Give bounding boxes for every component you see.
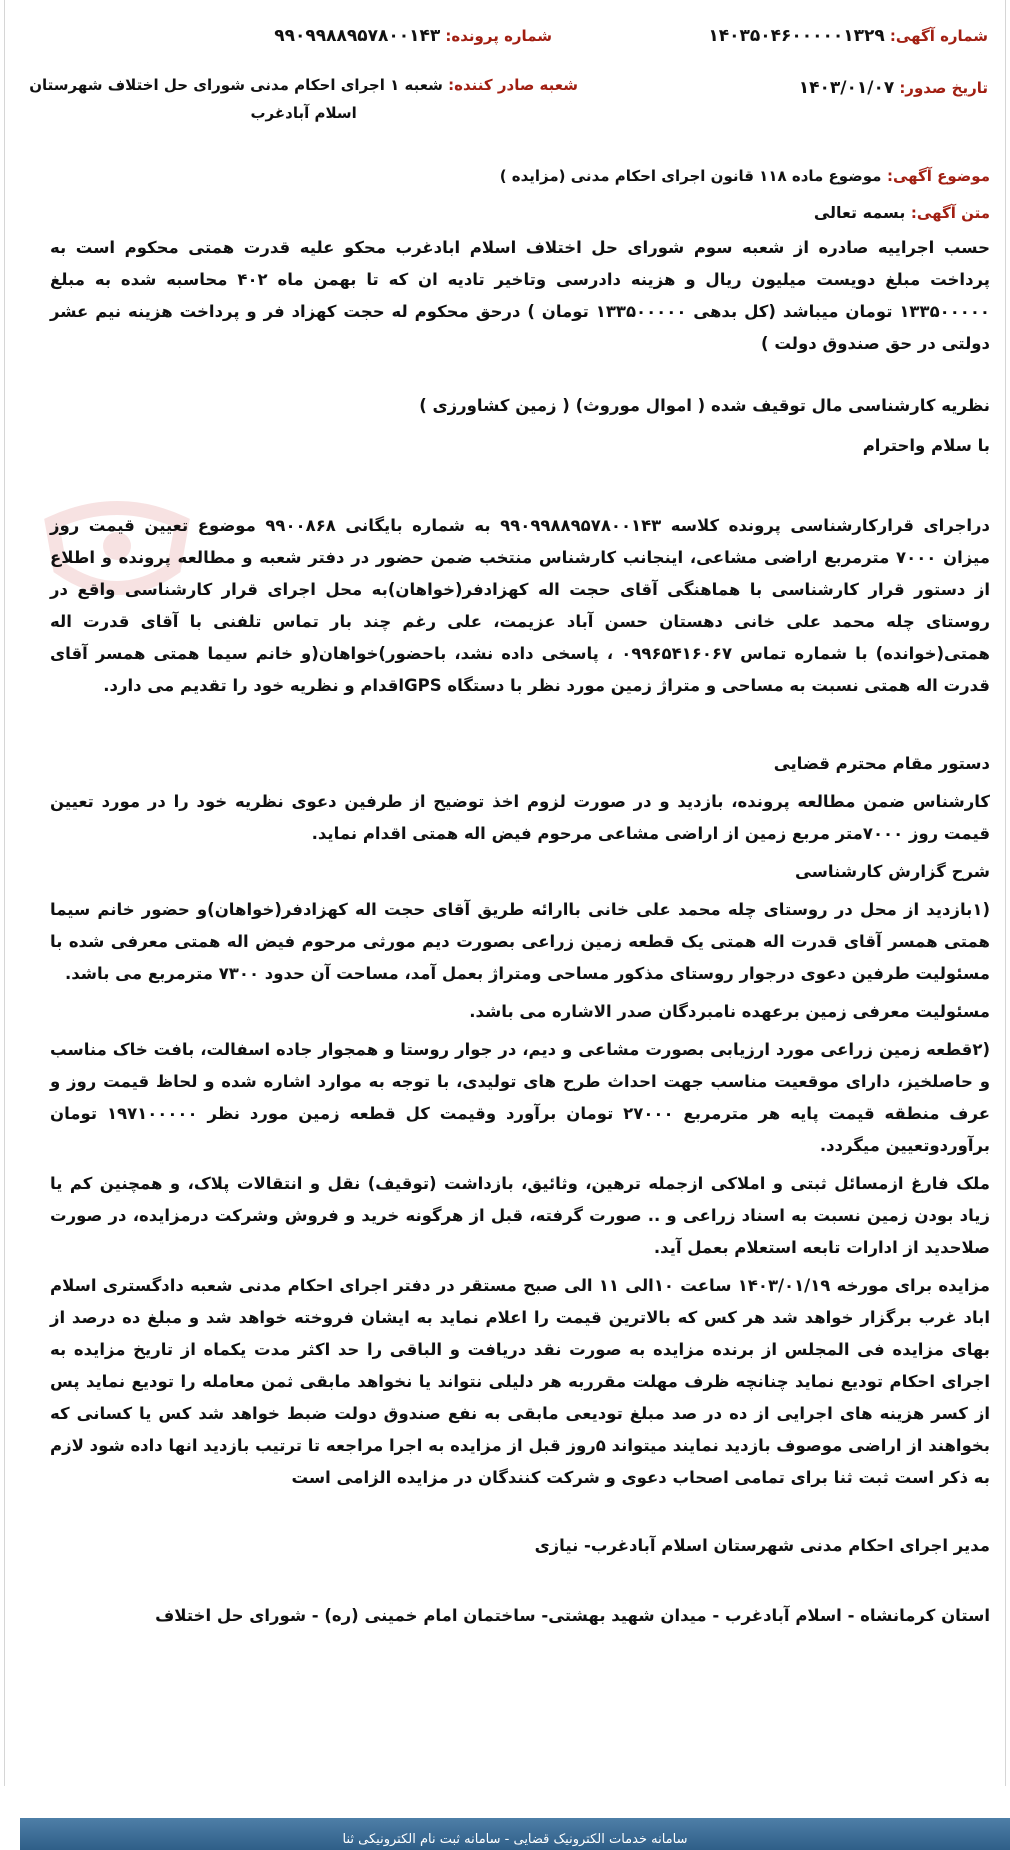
issue-date-block: [799, 78, 988, 98]
issuer-line1: شعبه ۱ اجرای احکام مدنی شورای حل اختلاف شهرستان: [29, 76, 443, 94]
case-number-label: شماره پرونده:: [445, 27, 552, 45]
subject-label: موضوع آگهی:: [886, 167, 990, 185]
issuer-label: شعبه صادر کننده:: [448, 76, 578, 94]
footer-bar: [20, 1818, 1010, 1850]
paragraph-expert-intro: دراجرای قرارکارشناسی پرونده کلاسه ۹۹۰۹۹۸۸۹۵۷۸۰۰۱۴۳ به شماره بایگانی ۹۹۰۰۸۶۸ موضوع تعیین قیمت روز میزان ۷۰۰۰ مترمربع اراضی مشاعی، اینجانب کارشناس منتخب ضمن حضور در دفتر شعبه و مطالعه پرونده و اطلاع از دستور قرار کارشناسی با هماهنگی آقای حجت اله کهزادفر(خواهان)به محل اجرای قرار کارشناسی واقع در روستای چله محمد علی خانی دهستان حسن آباد عزیمت، علی رغم چند بار تماس تلفنی با آقای قدرت اله همتی(خوانده) با شماره تماس ۰۹۹۶۵۴۱۶۰۶۷ ، پاسخی داده نشد، باحضور)خواهان(و خانم سیما همتی همسر آقای قدرت اله همتی نسبت به مساحی و متراژ زمین مورد نظر با دستگاه GPSاقدام و نظریه خود را تقدیم می دارد.: [50, 516, 991, 695]
issuer-block: [29, 76, 578, 122]
notice-number-label: شماره آگهی:: [889, 27, 988, 45]
notice-number: ۱۴۰۳۵۰۴۶۰۰۰۰۰۱۳۲۹: [708, 26, 885, 46]
address: استان کرمانشاه - اسلام آبادغرب - میدان شهید بهشتی- ساختمان امام خمینی (ره) - شورای حل اختلاف: [155, 1606, 990, 1625]
text-label: متن آگهی:: [910, 204, 990, 222]
subject-text: موضوع ماده ۱۱۸ قانون اجرای احکام مدنی (مزایده ): [499, 167, 882, 185]
notice-body: [50, 160, 990, 1632]
paragraph-judge-order: کارشناس ضمن مطالعه پرونده، بازدید و در صورت لزوم اخذ توضیح از طرفین دعوی نظریه خود را در مورد تعیین قیمت روز ۷۰۰۰متر مربع زمین از اراضی مشاعی مرحوم فیض اله همتی اقدام نماید.: [50, 792, 990, 843]
text-start-line: [50, 203, 990, 222]
issue-date-label: تاریخ صدور:: [899, 79, 988, 97]
paragraph-valuation: (۲قطعه زمین زراعی مورد ارزیابی بصورت مشاعی و دیم، در جوار روستا و همجوار جاده اسفالت، بافت خاک مناسب و حاصلخیز، دارای موقعیت مناسب جهت احداث طرح های تولیدی، با توجه به موارد اشاره شده و لحاظ قیمت روز و عرف منطقه قیمت پایه هر مترمربع ۲۷۰۰۰ تومان برآورد وقیمت کل قطعه زمین مورد نظر ۱۹۷۱۰۰۰۰۰ تومان برآوردوتعیین میگردد.: [50, 1040, 991, 1155]
issue-date: ۱۴۰۳/۰۱/۰۷: [798, 78, 895, 98]
paragraph-expert-title: نظریه کارشناسی مال توقیف شده ( اموال موروث) ( زمین کشاورزی ): [419, 396, 990, 415]
paragraph-judge-order-title: دستور مقام محترم قضایی: [773, 754, 990, 773]
footer-bar-text: سامانه خدمات الکترونیک قضایی - سامانه ثبت نام الکترونیکی ثنا: [342, 1832, 688, 1847]
text-start: بسمه تعالی: [813, 203, 906, 222]
paragraph-judgment: حسب اجراییه صادره از شعبه سوم شورای حل اختلاف اسلام ابادغرب محکو علیه قدرت همتی محکوم است به پرداخت مبلغ دویست میلیون ریال و هزینه دادرسی وتاخیر تادیه ان که تا بهمن ماه ۴۰۲ محاسبه شده به مبلغ ۱۳۳۵۰۰۰۰۰ تومان میباشد (کل بدهی ۱۳۳۵۰۰۰۰۰ تومان ) درحق محکوم له حجت کهزاد فر و پرداخت هزینه نیم عشر دولتی در حق صندوق دولت ): [50, 238, 991, 353]
paragraph-visit: (۱بازدید از محل در روستای چله محمد علی خانی باارائه طریق آقای حجت اله کهزادفر(خواهان)و حضور خانم سیما همتی همسر آقای قدرت اله همتی یک قطعه زمین زراعی بصورت دیم مورثی مرحوم فیض اله همتی معرفی شده با مسئولیت طرفین دعوی درجوار روستای مذکور مساحی ومتراژ بعمل آمد، مساحت آن حدود ۷۳۰۰ مترمربع می باشد.: [50, 900, 990, 983]
paragraph-auction: مزایده برای مورخه ۱۴۰۳/۰۱/۱۹ ساعت ۱۰الی ۱۱ الی صبح مستقر در دفتر اجرای احکام مدنی شعبه دادگستری اسلام اباد غرب برگزار خواهد شد هر کس که بالاترین قیمت را اعلام نماید به ایشان فروخته خواهد شد و مبلغ ده درصد از بهای مزایده فی المجلس از برنده مزایده به صورت نقد دریافت و الباقی را حد اکثر مدت یکماه از تاریخ مزایده به اجرای احکام تودیع نماید چنانچه ظرف مهلت مقرربه هر دلیلی نتواند یا نخواهد مابقی ثمن معامله را تودیع نماید پس از کسر هزینه های اجرایی از ده در صد مبلغ تودیعی مابقی به نفع صندوق دولت ضبط خواهد شد کس یا کسانی که بخواهند از اراضی موصوف بازدید نمایند میتواند ۵روز قبل از مزایده به اجرا مراجعه تا ترتیب بازدید انها داده شود لازم به ذکر است ثبت ثنا برای تمامی اصحاب دعوی و شرکت کنندگان در مزایده الزامی است: [50, 1276, 990, 1487]
case-number-block: [274, 26, 552, 46]
signature: مدیر اجرای احکام مدنی شهرستان اسلام آبادغرب- نیازی: [534, 1536, 990, 1555]
case-number: ۹۹۰۹۹۸۸۹۵۷۸۰۰۱۴۳: [274, 26, 441, 46]
paragraph-report-title: شرح گزارش کارشناسی: [794, 862, 990, 881]
issuer-line2: اسلام آبادغرب: [250, 104, 357, 122]
paragraph-greeting: با سلام واحترام: [862, 436, 990, 455]
notice-number-block: [708, 26, 988, 46]
paragraph-registry-notes: ملک فارغ ازمسائل ثبتی و املاکی ازجمله ترهین، وثائیق، بازداشت (توقیف) نقل و انتقالات پلاک، و همچنین کم یا زیاد بودن زمین نسبت به اسناد زراعی و .. صورت گرفته، قبل از هرگونه خرید و فروش وشرکت درمزایده، در صورت صلاحدید از ادارات تابعه استعلام بعمل آید.: [50, 1174, 990, 1257]
paragraph-responsibility: مسئولیت معرفی زمین برعهده نامبردگان صدر الاشاره می باشد.: [469, 1002, 990, 1021]
subject-line: [50, 166, 990, 185]
